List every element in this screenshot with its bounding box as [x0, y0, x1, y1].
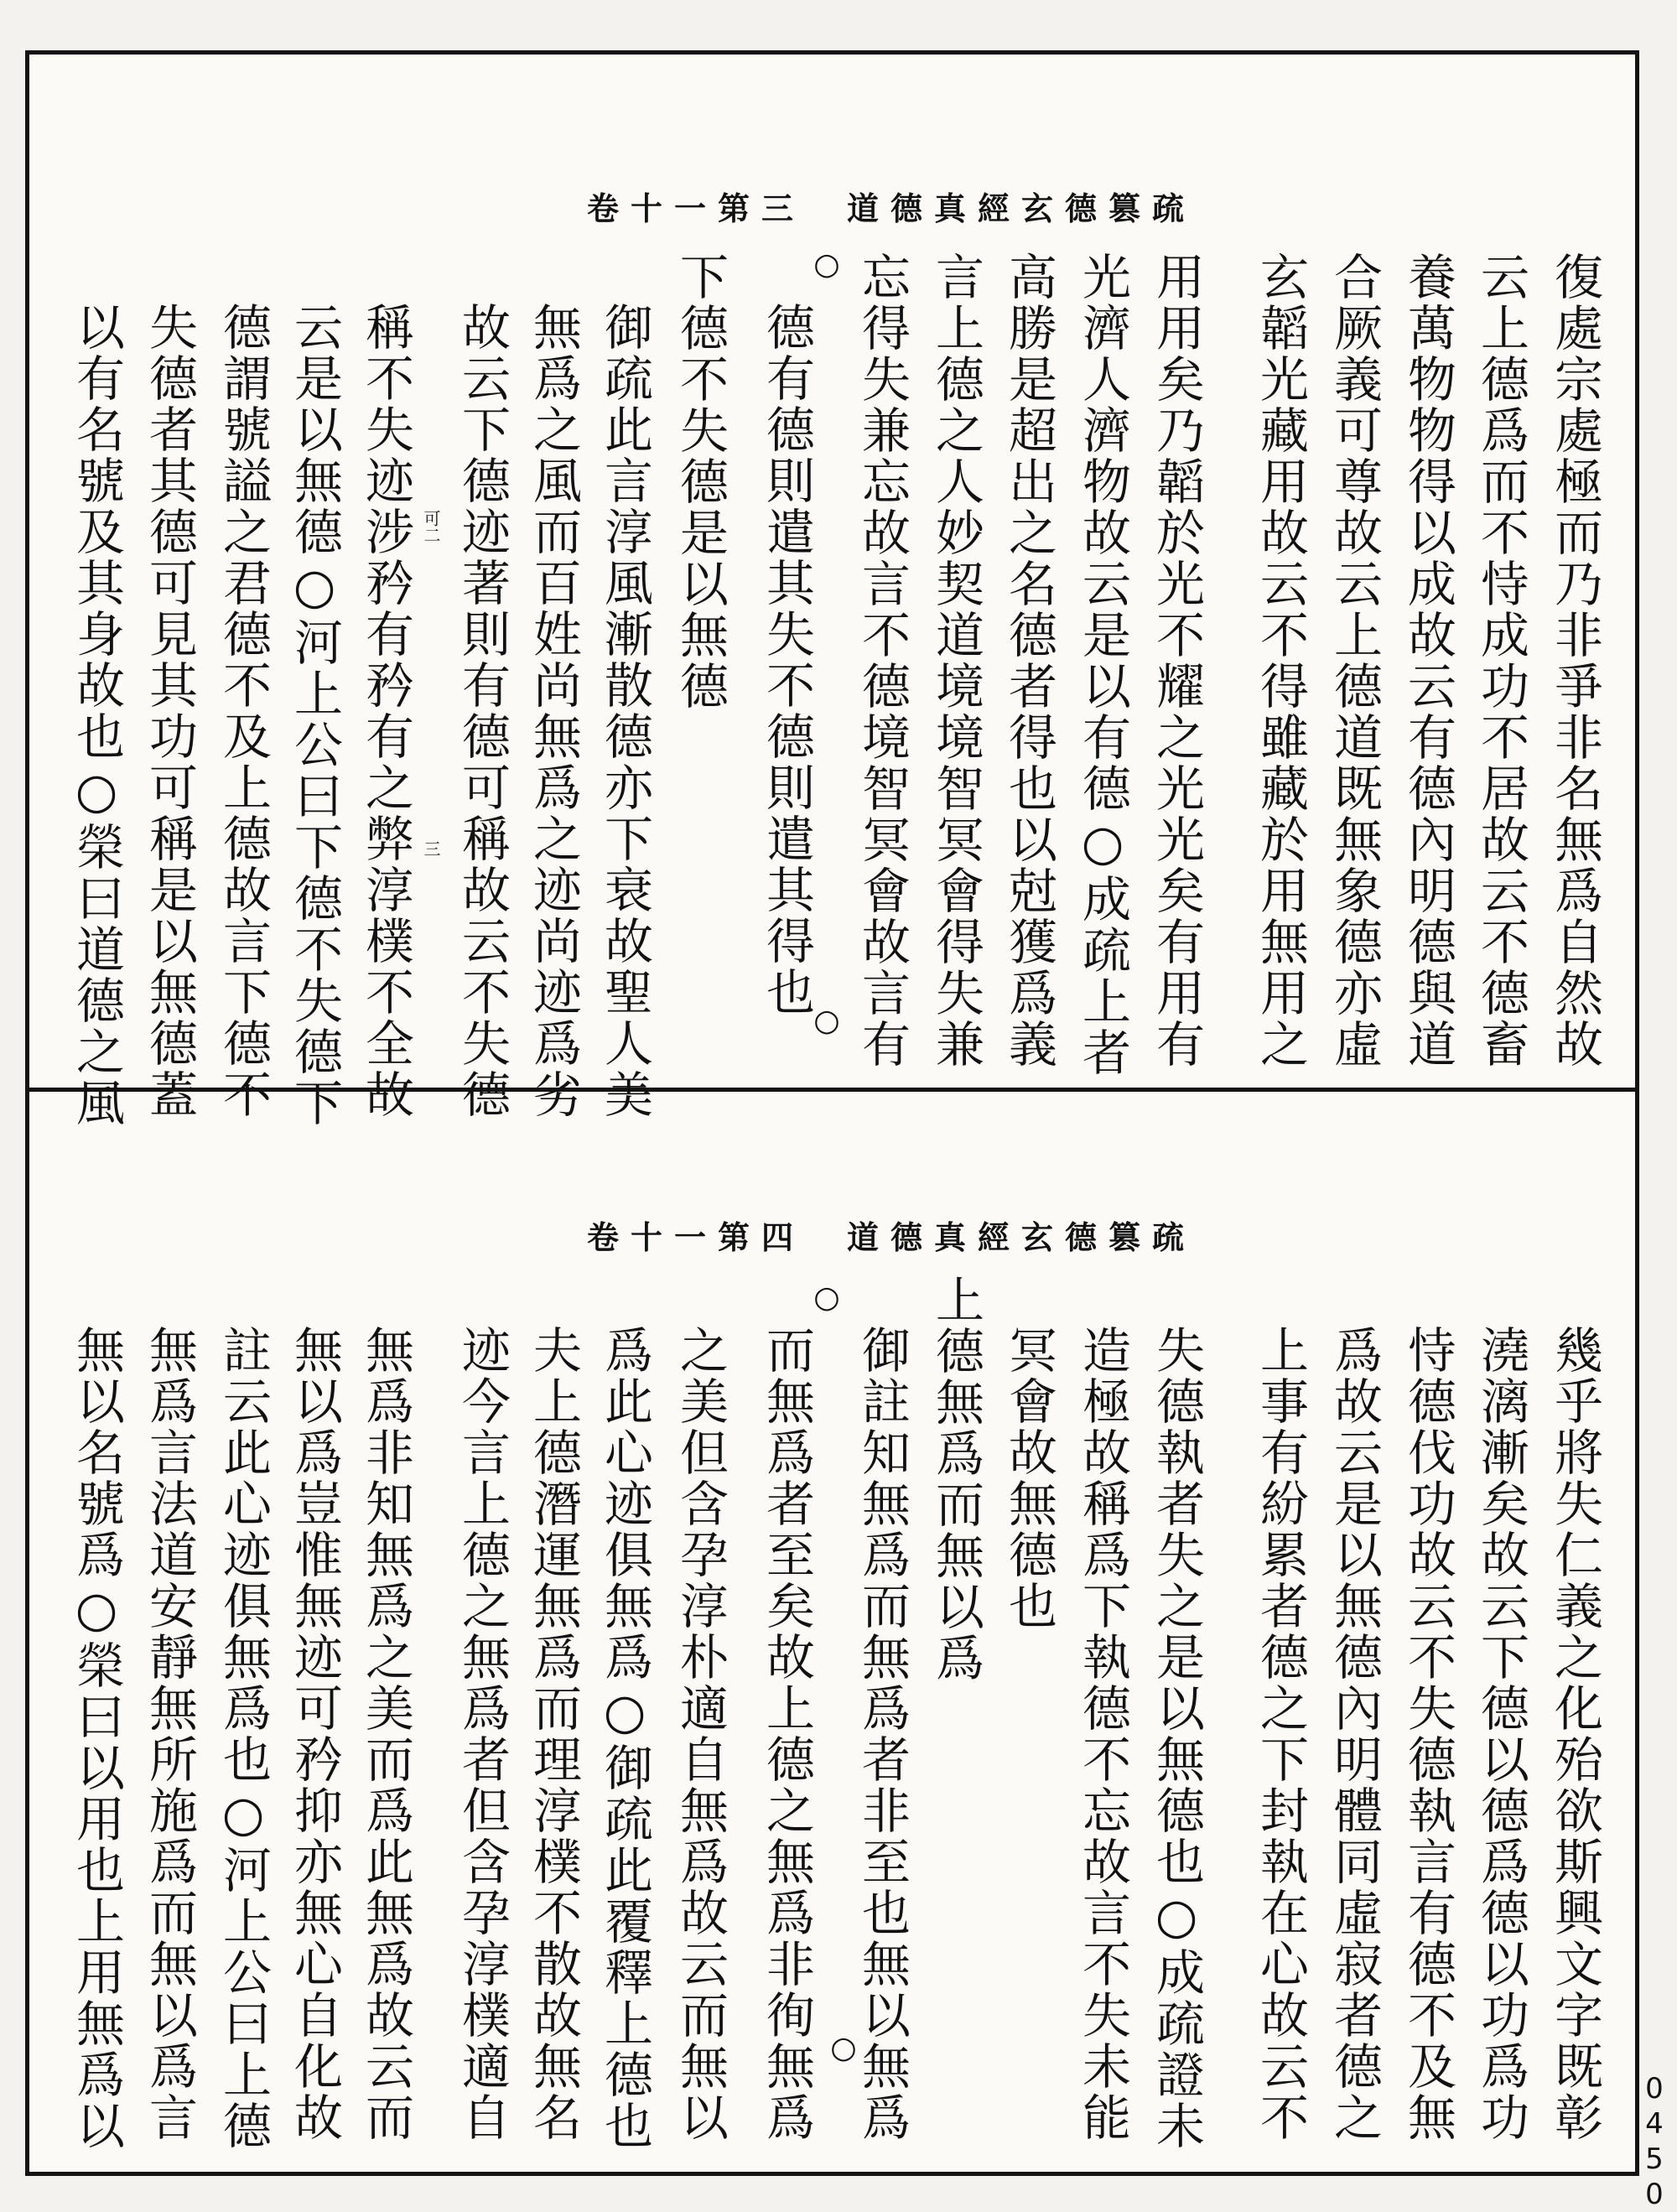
bottom-column: 上事有紛累者德之下封執在心故云不 [1252, 1325, 1309, 2143]
top-column: 德謂號謚之君德不及上德故言下德不 [215, 302, 272, 1120]
top-column: 玄韜光藏用故云不得雖藏於用無用之 [1252, 252, 1309, 1070]
page-number [1642, 2071, 1667, 2212]
top-circle-marker: ○ [813, 1004, 840, 1038]
top-column: 復處宗處極而乃非爭非名無爲自然故 [1546, 252, 1603, 1070]
bottom-column: 迹今言上德之無爲者但含孕淳樸適自 [454, 1325, 511, 2143]
bottom-column: 爲此心迹俱無爲○御疏此覆釋上德也 [596, 1325, 653, 2152]
top-column: 忘得失兼忘故言不德境智冥會故言有 [854, 252, 911, 1070]
bottom-column: 爲故云是以無德內明體同虛寂者德之 [1326, 1325, 1383, 2143]
page-number-digit: 0 [1645, 2178, 1664, 2211]
bottom-column: 之美但含孕淳朴適自無爲故云而無以 [672, 1325, 729, 2143]
top-header [587, 183, 1196, 229]
page-number-digit: 0 [1645, 2072, 1664, 2106]
bottom-column: 無以名號爲○榮曰以用也上用無爲以 [68, 1325, 125, 2152]
top-header-title: 道德真經玄德篡疏 [847, 190, 1197, 227]
bottom-column: 無以爲豈惟無迹可矜抑亦無心自化故 [286, 1325, 343, 2143]
bottom-column: 御註知無爲而無爲者非至也無以無爲 [854, 1325, 911, 2143]
top-column: 高勝是超出之名德者得也以尅獲爲義 [1000, 252, 1057, 1070]
bottom-column: 恃德伐功故云不失德執言有德不及無 [1399, 1325, 1456, 2143]
margin-note: 可二 [421, 510, 441, 543]
bottom-column: 無爲言法道安靜無所施爲而無以爲言 [141, 1325, 198, 2143]
top-column: 云是以無德○河上公曰下德不失德下 [286, 302, 343, 1129]
top-column: 用用矣乃韜於光不耀之光光矣有用有 [1148, 252, 1205, 1070]
top-header-volume: 卷十一第三 [587, 190, 806, 227]
bottom-circle-marker: ○ [830, 2031, 857, 2065]
top-column: 無爲之風而百姓尚無爲之迹尚迹爲劣 [525, 302, 582, 1120]
page-number-digit: 5 [1645, 2142, 1664, 2176]
margin-note: 三 [421, 840, 441, 857]
top-column: 德有德則遣其失不德則遣其得也 [758, 302, 815, 1018]
top-column: 養萬物物得以成故云有德內明德與道 [1399, 252, 1456, 1070]
top-column: 御疏此言淳風漸散德亦下衰故聖人美 [596, 302, 653, 1120]
top-column: 云上德爲而不恃成功不居故云不德畜 [1472, 252, 1529, 1070]
top-column: 光濟人濟物故云是以有德○成疏上者 [1074, 252, 1131, 1078]
bottom-column: 無爲非知無爲之美而爲此無爲故云而 [357, 1325, 414, 2143]
bottom-column: 澆漓漸矣故云下德以德爲德以功爲功 [1472, 1325, 1529, 2143]
page-number-digit: 4 [1645, 2107, 1664, 2141]
top-column: 稱不失迹涉矜有矜有之弊淳樸不全故 [357, 302, 414, 1120]
bottom-column: 造極故稱爲下執德不忘故言不失未能 [1074, 1325, 1131, 2143]
bottom-column: 冥會故無德也 [1000, 1325, 1057, 1632]
top-column: 失德者其德可見其功可稱是以無德蓋 [141, 302, 198, 1120]
top-column: 合厥義可尊故云上德道既無象德亦虛 [1326, 252, 1383, 1070]
top-circle-marker: ○ [813, 247, 840, 282]
bottom-column: 上德無爲而無以爲 [927, 1275, 984, 1684]
top-column: 以有名號及其身故也○榮曰道德之風 [68, 302, 125, 1129]
top-column: 故云下德迹著則有德可稱故云不失德 [454, 302, 511, 1120]
top-column: 言上德之人妙契道境境智冥會得失兼 [927, 252, 984, 1070]
bottom-circle-marker: ○ [813, 1280, 840, 1315]
bottom-header-volume: 卷十一第四 [587, 1218, 806, 1256]
bottom-column: 失德執者失之是以無德也○成疏證未 [1148, 1325, 1205, 2152]
bottom-column: 而無爲者至矣故上德之無爲非徇無爲 [758, 1325, 815, 2143]
top-column: 下德不失德是以無德 [672, 252, 729, 712]
bottom-column: 夫上德潛運無爲而理淳樸不散故無名 [525, 1325, 582, 2143]
bottom-header [587, 1212, 1196, 1258]
bottom-header-title: 道德真經玄德篡疏 [847, 1218, 1197, 1256]
bottom-column: 幾乎將失仁義之化殆欲斯興文字既彰 [1546, 1325, 1603, 2143]
bottom-column: 註云此心迹俱無爲也○河上公曰上德 [215, 1325, 272, 2152]
